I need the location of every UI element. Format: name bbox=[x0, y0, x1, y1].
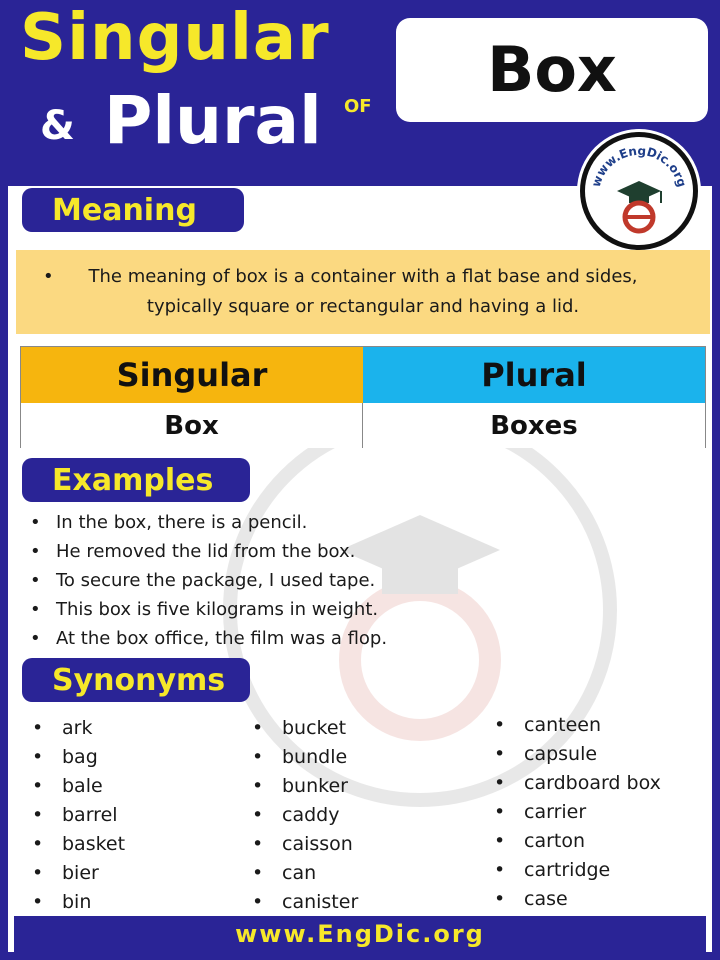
synonyms-heading: Synonyms bbox=[22, 658, 250, 702]
synonym-item: • bucket bbox=[252, 714, 358, 743]
title-singular: Singular bbox=[20, 1, 330, 75]
footer-url: www.EngDic.org bbox=[14, 916, 706, 952]
synonym-item: • carrier bbox=[494, 798, 661, 827]
logo-text: www.EngDic.org bbox=[588, 143, 690, 189]
meaning-bullet: • bbox=[43, 266, 54, 287]
synonym-item: • bag bbox=[32, 743, 125, 772]
table-cell-singular: Box bbox=[21, 403, 363, 448]
example-item: • He removed the lid from the box. bbox=[30, 537, 690, 566]
engdic-logo bbox=[580, 132, 698, 250]
synonyms-column-3 bbox=[494, 711, 661, 914]
synonym-item: • caddy bbox=[252, 801, 358, 830]
singular-plural-table bbox=[20, 346, 706, 448]
title-of: OF bbox=[344, 96, 372, 117]
synonyms-column-2 bbox=[252, 714, 358, 917]
synonym-item: • canteen bbox=[494, 711, 661, 740]
example-item: • In the box, there is a pencil. bbox=[30, 508, 690, 537]
examples-heading: Examples bbox=[22, 458, 250, 502]
synonym-item: • bier bbox=[32, 859, 125, 888]
word-card bbox=[396, 18, 708, 122]
synonym-item: • can bbox=[252, 859, 358, 888]
table-cell-plural: Boxes bbox=[363, 403, 705, 448]
title-plural: Plural bbox=[104, 82, 322, 159]
example-item: • This box is five kilograms in weight. bbox=[30, 595, 690, 624]
title-ampersand: & bbox=[40, 103, 75, 149]
meaning-heading: Meaning bbox=[22, 188, 244, 232]
synonym-item: • case bbox=[494, 885, 661, 914]
synonym-item: • caisson bbox=[252, 830, 358, 859]
example-item: • At the box office, the film was a flop. bbox=[30, 624, 690, 653]
synonym-item: • barrel bbox=[32, 801, 125, 830]
table-header-plural: Plural bbox=[363, 347, 705, 403]
synonym-item: • bunker bbox=[252, 772, 358, 801]
table-header-singular: Singular bbox=[21, 347, 363, 403]
meaning-text: The meaning of box is a container with a flat base and sides, typically square or rectangular and having a lid. bbox=[88, 266, 638, 317]
synonym-item: • bale bbox=[32, 772, 125, 801]
synonym-item: • cartridge bbox=[494, 856, 661, 885]
example-item: • To secure the package, I used tape. bbox=[30, 566, 690, 595]
synonyms-column-1 bbox=[32, 714, 125, 917]
synonym-item: • bin bbox=[32, 888, 125, 917]
word-title: Box bbox=[487, 33, 617, 106]
synonym-item: • cardboard box bbox=[494, 769, 661, 798]
meaning-box bbox=[16, 250, 710, 334]
graduation-cap-e-icon bbox=[585, 137, 693, 245]
synonym-item: • ark bbox=[32, 714, 125, 743]
synonym-item: • capsule bbox=[494, 740, 661, 769]
synonym-item: • bundle bbox=[252, 743, 358, 772]
synonym-item: • canister bbox=[252, 888, 358, 917]
synonym-item: • basket bbox=[32, 830, 125, 859]
synonym-item: • carton bbox=[494, 827, 661, 856]
examples-list bbox=[30, 508, 690, 653]
